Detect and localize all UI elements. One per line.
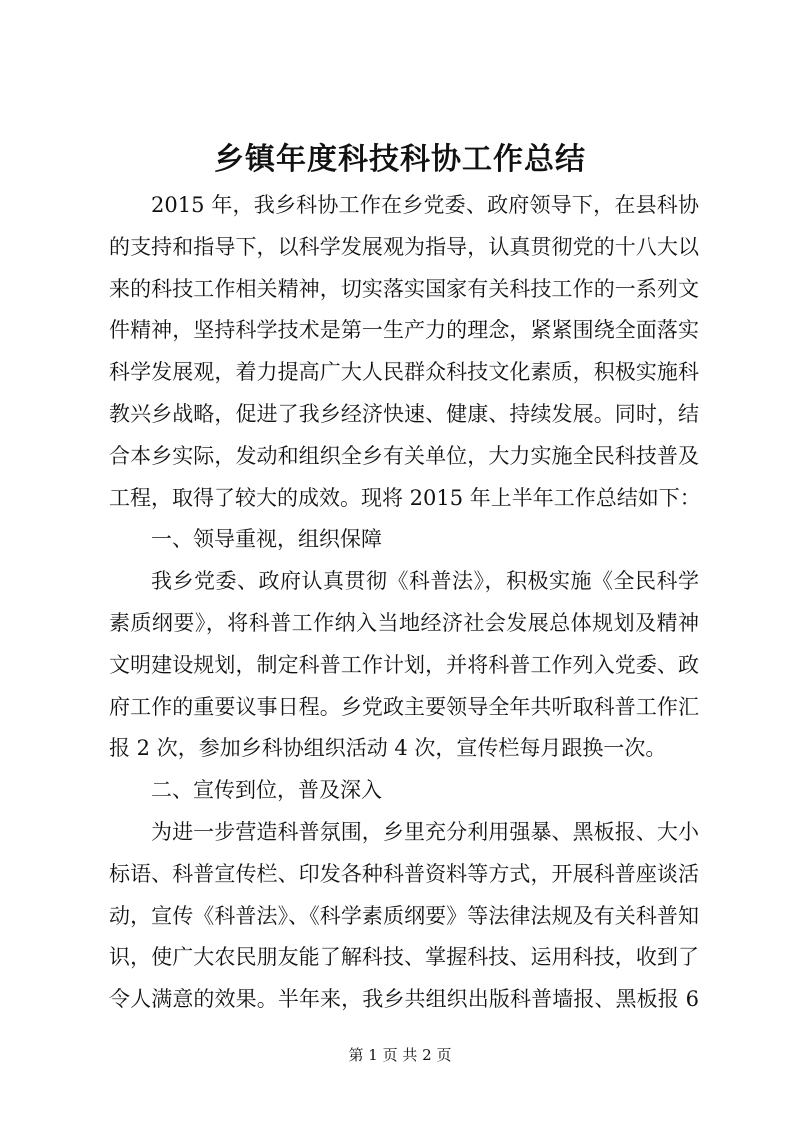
page-footer: 第 1 页 共 2 页 (348, 1046, 452, 1064)
paragraph-line: 标语、科普宣传栏、印发各种科普资料等方式，开展科普座谈活 (109, 861, 699, 886)
paragraph-line: 府工作的重要议事日程。乡党政主要领导全年共听取科普工作汇 (109, 694, 699, 719)
paragraph-line: 素质纲要》，将科普工作纳入当地经济社会发展总体规划及精神 (109, 610, 699, 635)
paragraph-line: 报 2 次，参加乡科协组织活动 4 次，宣传栏每月跟换一次。 (109, 736, 667, 761)
section-heading: 一、领导重视，组织保障 (151, 527, 382, 552)
paragraph-line: 合本乡实际，发动和组织全乡有关单位，大力实施全民科技普及 (109, 443, 699, 468)
paragraph-line: 工程，取得了较大的成效。现将 2015 年上半年工作总结如下： (109, 485, 701, 510)
paragraph-line: 令人满意的效果。半年来，我乡共组织出版科普墙报、黑板报 6 (109, 987, 699, 1012)
paragraph-line: 动，宣传《科普法》、《科学素质纲要》等法律法规及有关科普知 (109, 903, 699, 928)
paragraph-line: 为进一步营造科普氛围，乡里充分利用强暴、黑板报、大小 (151, 819, 699, 844)
paragraph-line: 文明建设规划，制定科普工作计划，并将科普工作列入党委、政 (109, 652, 699, 677)
section-heading: 二、宣传到位，普及深入 (151, 778, 382, 803)
paragraph-line: 科学发展观，着力提高广大人民群众科技文化素质，积极实施科 (109, 360, 699, 385)
document-title: 乡镇年度科技科协工作总结 (214, 142, 586, 177)
paragraph-line: 来的科技工作相关精神，切实落实国家有关科技工作的一系列文 (109, 276, 699, 301)
paragraph-line: 教兴乡战略，促进了我乡经济快速、健康、持续发展。同时，结 (109, 401, 699, 426)
paragraph-line: 2015 年，我乡科协工作在乡党委、政府领导下，在县科协 (151, 193, 699, 217)
paragraph-line: 件精神，坚持科学技术是第一生产力的理念，紧紧围绕全面落实 (109, 318, 699, 343)
paragraph-line: 的支持和指导下，以科学发展观为指导，认真贯彻党的十八大以 (109, 234, 699, 259)
document-body (109, 185, 699, 1021)
paragraph-line: 识，使广大农民朋友能了解科技、掌握科技、运用科技，收到了 (109, 945, 699, 970)
paragraph-line: 我乡党委、政府认真贯彻《科普法》，积极实施《全民科学 (151, 569, 699, 594)
